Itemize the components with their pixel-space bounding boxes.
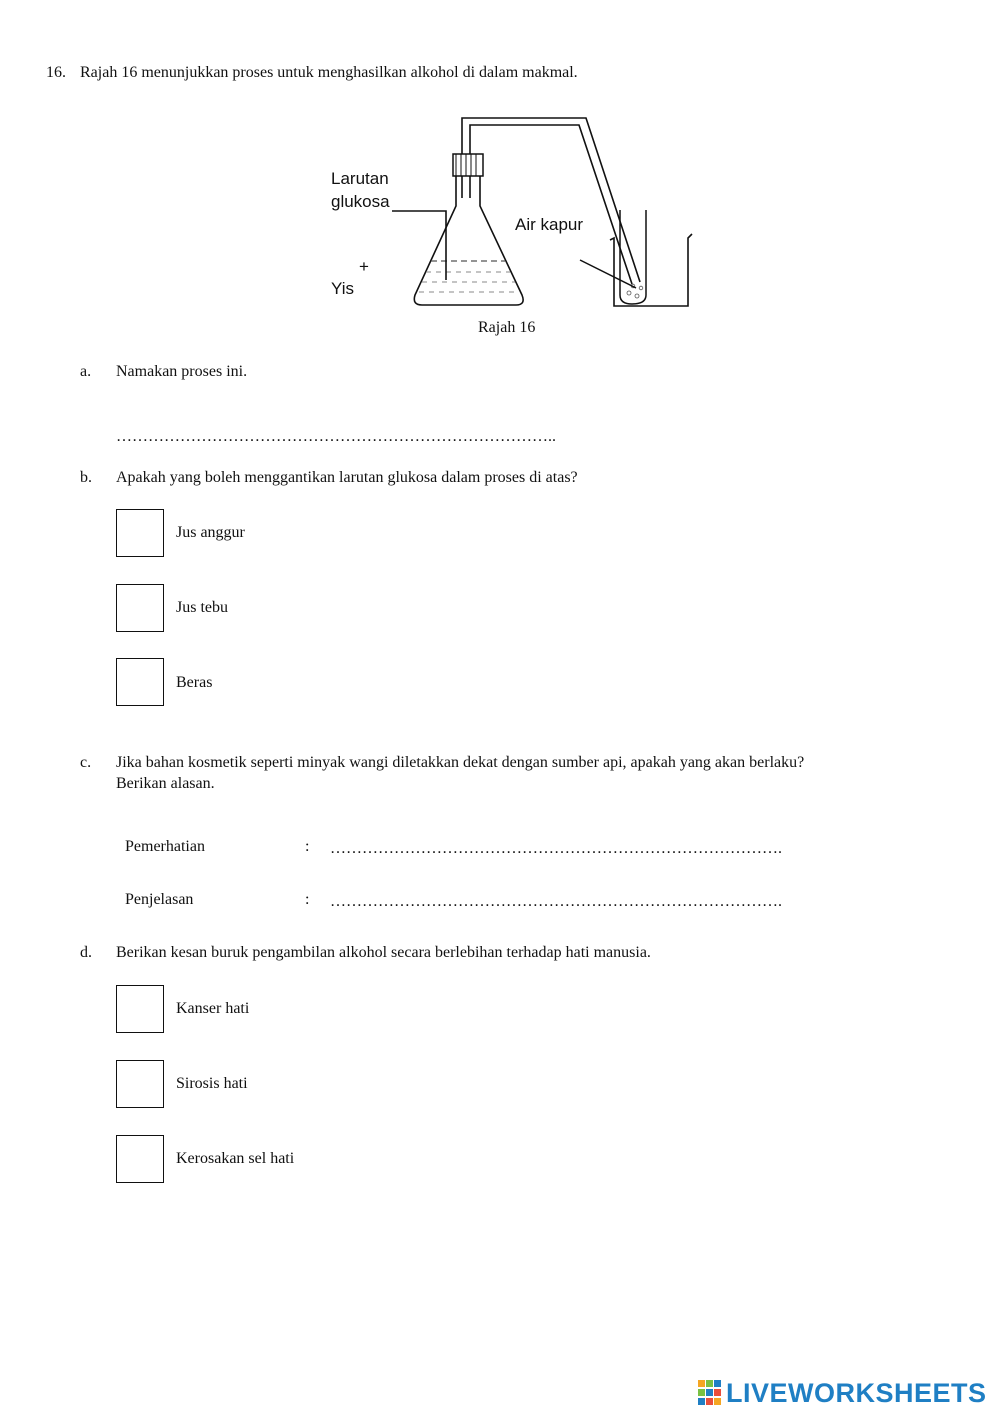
- part-c-answer-line-1[interactable]: ………………………………………………………………………….: [330, 840, 782, 857]
- part-c-colon-2: :: [305, 891, 310, 908]
- liveworksheets-logo: [698, 1378, 987, 1408]
- question-number: 16.: [46, 64, 66, 81]
- part-b-checkbox-2[interactable]: [116, 584, 164, 632]
- part-b-checkbox-3[interactable]: [116, 658, 164, 706]
- part-c-label-pemerhatian: Pemerhatian: [125, 838, 205, 855]
- part-c-question-line1: Jika bahan kosmetik seperti minyak wangi diletakkan dekat dengan sumber api, apakah yang akan berlaku?: [116, 754, 805, 771]
- part-d-letter: d.: [80, 944, 92, 961]
- part-b-checkbox-1[interactable]: [116, 509, 164, 557]
- label-larutan: Larutan: [331, 169, 389, 188]
- part-d-checkbox-1[interactable]: [116, 985, 164, 1033]
- part-a-answer-line[interactable]: ………………………………………………………………………..: [116, 428, 556, 445]
- part-b-option-1: Jus anggur: [176, 524, 245, 541]
- part-b-letter: b.: [80, 469, 92, 486]
- label-yis: Yis: [331, 279, 354, 298]
- part-d-question: Berikan kesan buruk pengambilan alkohol secara berlebihan terhadap hati manusia.: [116, 944, 651, 961]
- liveworksheets-brand-text: LIVEWORKSHEETS: [726, 1377, 987, 1408]
- part-d-checkbox-2[interactable]: [116, 1060, 164, 1108]
- diagram-caption: Rajah 16: [478, 319, 536, 336]
- part-d-option-1: Kanser hati: [176, 1000, 250, 1017]
- label-plus: +: [359, 257, 369, 276]
- part-a-question: Namakan proses ini.: [116, 363, 248, 380]
- delivery-tube-inner: [470, 125, 632, 284]
- part-c-answer-line-2[interactable]: ………………………………………………………………………….: [330, 893, 782, 910]
- part-c-label-penjelasan: Penjelasan: [125, 891, 194, 908]
- question-intro: Rajah 16 menunjukkan proses untuk menghasilkan alkohol di dalam makmal.: [80, 64, 578, 81]
- part-c-colon-1: :: [305, 838, 310, 855]
- part-c-letter: c.: [80, 754, 92, 771]
- part-d-option-3: Kerosakan sel hati: [176, 1150, 295, 1167]
- label-air-kapur: Air kapur: [515, 215, 584, 234]
- conical-flask: [414, 176, 523, 305]
- part-b-option-2: Jus tebu: [176, 599, 228, 616]
- part-a-letter: a.: [80, 363, 92, 380]
- flask-stopper: [453, 154, 483, 176]
- part-d-checkbox-3[interactable]: [116, 1135, 164, 1183]
- part-d-option-2: Sirosis hati: [176, 1075, 248, 1092]
- beaker: [610, 234, 692, 306]
- part-c-question-line2: Berikan alasan.: [116, 775, 215, 792]
- fermentation-apparatus-diagram: [320, 110, 710, 315]
- part-b-option-3: Beras: [176, 674, 213, 691]
- part-b-question: Apakah yang boleh menggantikan larutan glukosa dalam proses di atas?: [116, 469, 578, 486]
- liveworksheets-grid-icon: [698, 1380, 722, 1406]
- label-glukosa: glukosa: [331, 192, 390, 211]
